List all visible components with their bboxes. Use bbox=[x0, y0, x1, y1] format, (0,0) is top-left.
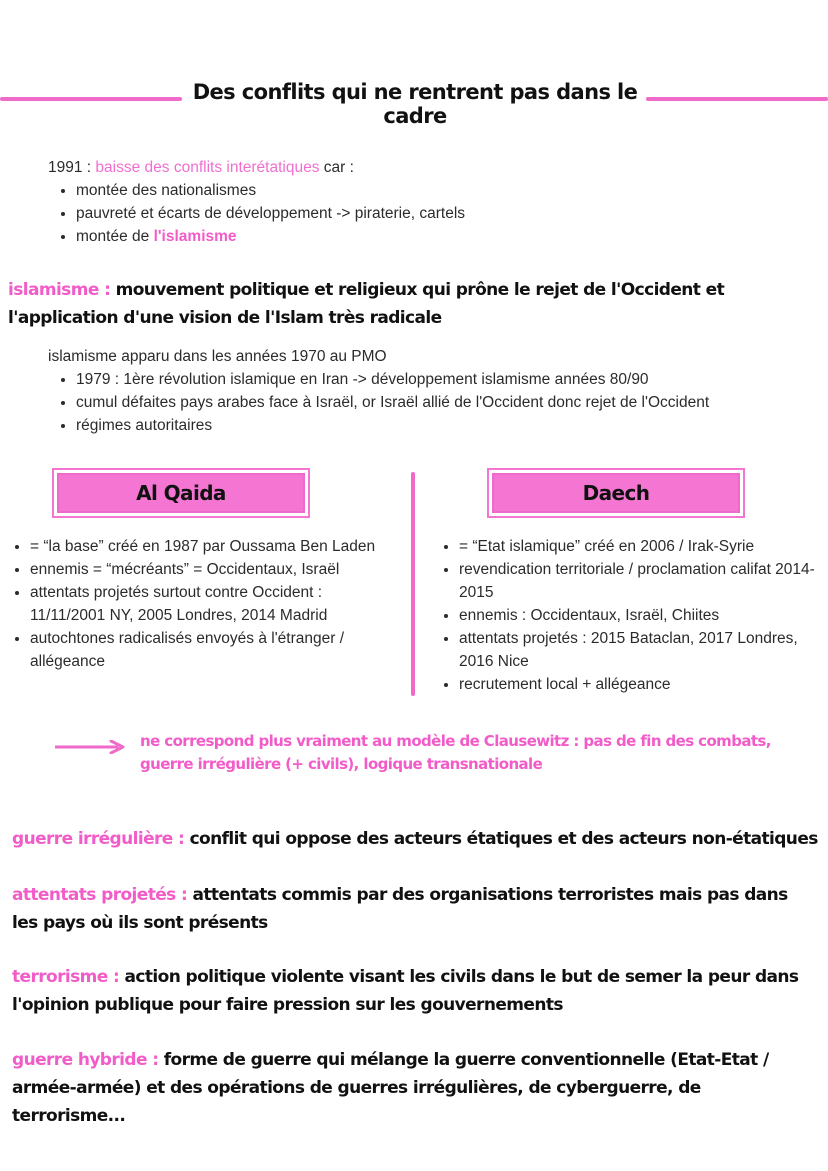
al-qaida-bullets bbox=[2, 535, 394, 673]
definition-guerre-irreguliere bbox=[12, 825, 818, 853]
origin-lead: islamisme apparu dans les années 1970 au PMO bbox=[48, 348, 387, 365]
al-qaida-title-box: Al Qaida bbox=[57, 473, 305, 513]
list-item: • régimes autoritaires bbox=[76, 414, 818, 437]
daech-title-box: Daech bbox=[492, 473, 740, 513]
bullet-prefix: montée de bbox=[76, 228, 150, 245]
title-row bbox=[0, 80, 828, 128]
list-item: • ennemis : Occidentaux, Israël, Chiites bbox=[459, 604, 823, 627]
definition-text: forme de guerre qui mélange la guerre conventionnelle (Etat-Etat / armée-armée) et des opérations de guerres irrégulières, de cyberguerre, de terrorisme... bbox=[12, 1050, 769, 1126]
arrow-right-icon bbox=[55, 740, 127, 754]
intro-highlight: baisse des conflits interétatiques bbox=[95, 159, 320, 176]
intro-block bbox=[48, 156, 768, 248]
title-rule-left bbox=[0, 97, 182, 101]
list-item: • 1979 : 1ère révolution islamique en Iran -> développement islamisme années 80/90 bbox=[76, 368, 818, 391]
definition-term: guerre irrégulière : bbox=[12, 829, 185, 849]
bullet-highlight: l'islamisme bbox=[153, 228, 237, 245]
title-rule-right bbox=[646, 97, 828, 101]
definition-guerre-hybride bbox=[12, 1046, 818, 1130]
list-item: • recrutement local + allégeance bbox=[459, 673, 823, 696]
list-item: • pauvreté et écarts de développement -> piraterie, cartels bbox=[76, 202, 768, 225]
list-item: • = “Etat islamique” créé en 2006 / Irak-Syrie bbox=[459, 535, 823, 558]
conclusion-text bbox=[140, 730, 771, 776]
definition-text: action politique violente visant les civils dans le but de semer la peur dans l'opinion publique pour faire pression sur les gouvernements bbox=[12, 967, 799, 1015]
list-item: • cumul défaites pays arabes face à Israël, or Israël allié de l'Occident donc rejet de l'Occident bbox=[76, 391, 818, 414]
intro-bullets bbox=[48, 179, 768, 248]
definition-text: mouvement politique et religieux qui prône le rejet de l'Occident et l'application d'une vision de l'Islam très radicale bbox=[8, 280, 725, 328]
conclusion-line-1: ne correspond plus vraiment au modèle de Clausewitz : pas de fin des combats, bbox=[140, 732, 771, 750]
definition-term: attentats projetés : bbox=[12, 885, 188, 905]
islamisme-origin bbox=[48, 345, 818, 437]
definition-term: islamisme : bbox=[8, 280, 111, 300]
list-item: • montée des nationalismes bbox=[76, 179, 768, 202]
list-item: • attentats projetés surtout contre Occident : 11/11/2001 NY, 2005 Londres, 2014 Madrid bbox=[30, 581, 394, 627]
list-item: • attentats projetés : 2015 Bataclan, 2017 Londres, 2016 Nice bbox=[459, 627, 823, 673]
islamisme-definition bbox=[8, 276, 818, 332]
column-divider bbox=[411, 472, 415, 696]
definition-attentats-projetes bbox=[12, 881, 818, 937]
definition-text: conflit qui oppose des acteurs étatiques et des acteurs non-étatiques bbox=[189, 829, 818, 849]
list-item: • revendication territoriale / proclamation califat 2014-2015 bbox=[459, 558, 823, 604]
definition-term: guerre hybride : bbox=[12, 1050, 159, 1070]
daech-bullets bbox=[431, 535, 823, 696]
page-title: Des conflits qui ne rentrent pas dans le cadre bbox=[192, 80, 638, 128]
definition-text: attentats commis par des organisations terroristes mais pas dans les pays où ils sont présents bbox=[12, 885, 788, 933]
list-item: • autochtones radicalisés envoyés à l'étranger / allégeance bbox=[30, 627, 394, 673]
origin-bullets bbox=[48, 368, 818, 437]
al-qaida-column bbox=[2, 535, 394, 673]
list-item: • = “la base” créé en 1987 par Oussama Ben Laden bbox=[30, 535, 394, 558]
conclusion-line-2: guerre irrégulière (+ civils), logique transnationale bbox=[140, 755, 543, 773]
intro-suffix: car : bbox=[323, 159, 354, 176]
definition-terrorisme bbox=[12, 963, 818, 1019]
daech-column bbox=[431, 535, 823, 696]
definition-term: terrorisme : bbox=[12, 967, 120, 987]
list-item bbox=[76, 225, 768, 248]
intro-line bbox=[48, 156, 768, 179]
intro-year: 1991 : bbox=[48, 159, 92, 176]
list-item: • ennemis = “mécréants” = Occidentaux, Israël bbox=[30, 558, 394, 581]
